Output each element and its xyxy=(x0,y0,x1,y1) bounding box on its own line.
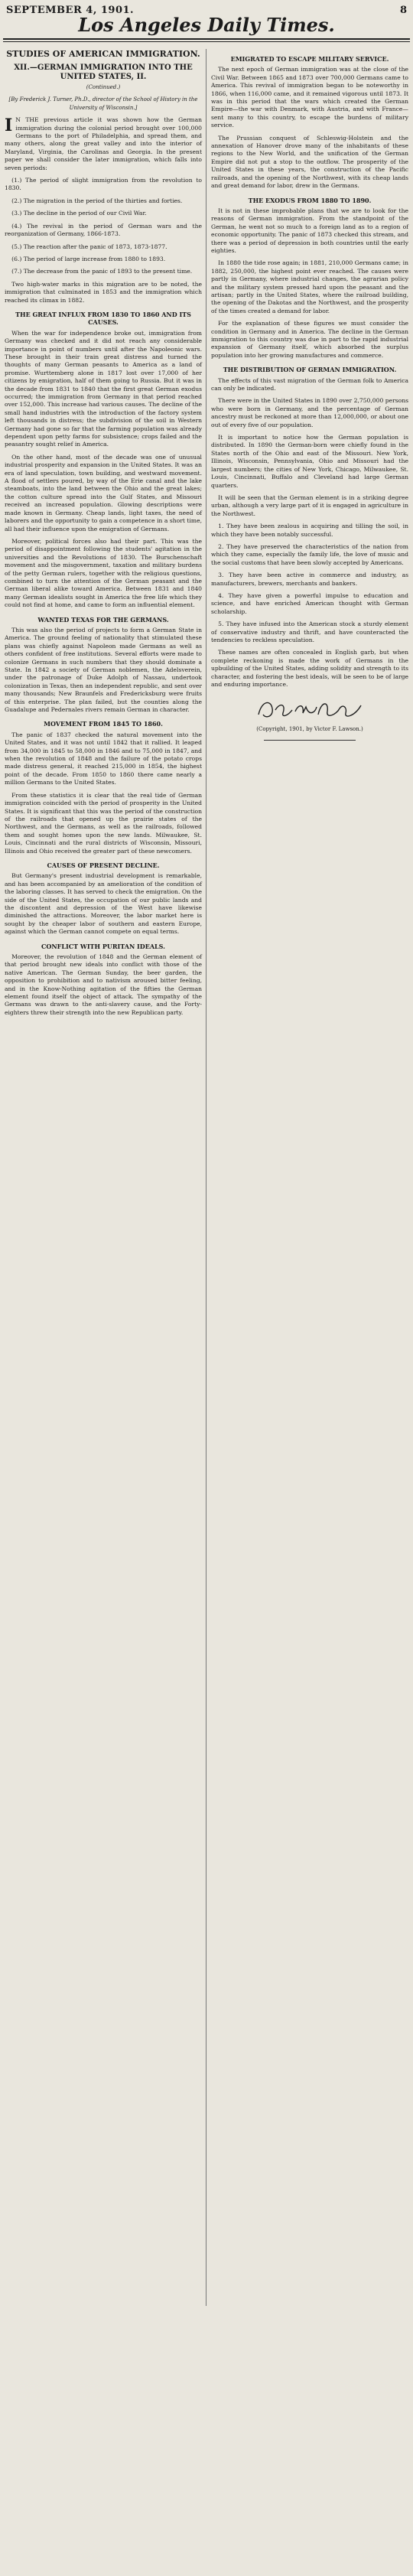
masthead-bar xyxy=(0,0,413,44)
article-paragraph: Moreover, the revolution of 1848 and the German element of that period brought new ideals into conflict with those of the native American. The German Sunday, the beer garden, the opposition to prohibition and to nativism aroused bitter feeling, and in the Know-Nothing agitation of the fifties the German element found itself the object of attack. The sympathy of the Germans was drawn to the anti-slavery cause, and the Forty-eighters threw their strength into the new Republican party. xyxy=(5,953,202,1016)
article-paragraph: (6.) The period of large increase from 1880 to 1893. xyxy=(11,255,166,262)
article-column-left xyxy=(5,49,202,1021)
article-paragraph: The effects of this vast migration of the German folk to America can only be indicated. xyxy=(211,376,408,392)
section-subhead: WANTED TEXAS FOR THE GERMANS. xyxy=(37,615,169,624)
article-paragraph: (2.) The migration in the period of the thirties and forties. xyxy=(11,197,183,204)
article-paragraph: It will be seen that the German element is in a striking degree urban, although a very large part of it is engaged in agriculture in the Northwest. xyxy=(211,493,408,517)
article-paragraph: (1.) The period of slight immigration from the revolution to 1830. xyxy=(5,177,202,192)
issue-date: SEPTEMBER 4, 1901. xyxy=(6,5,135,16)
section-subhead: THE EXODUS FROM 1880 TO 1890. xyxy=(248,196,372,204)
article-continued: (Continued.) xyxy=(86,84,121,90)
masthead-rule xyxy=(3,38,410,40)
article-paragraph: (4.) The revival in the period of German wars and the reorganization of Germany, 1866-1873. xyxy=(5,222,202,238)
copyright-line: (Copyright, 1901, by Victor F. Lawson.) xyxy=(256,726,363,733)
masthead-rule-thin xyxy=(3,41,410,42)
author-signature xyxy=(252,696,367,722)
article-paragraph: From these statistics it is clear that the real tide of German immigration coincided with the period of prosperity in the United States. It is significant that this was the period of the construction of the railroads that opened up the prairie states of the Northwest, and the Germans, as well as the railroads, followed them and sought homes upon the new lands. Milwaukee, St. Louis, Cincinnati and the rural districts of Wisconsin, Missouri, Illinois and Ohio received the greater part of these newcomers. xyxy=(5,791,202,855)
article-paragraph: (7.) The decrease from the panic of 1893 to the present time. xyxy=(11,268,193,275)
article-paragraph: I N THE previous article it was shown how the German immigration during the colonial period brought over 100,000 Germans to the port of Philadelphia, and spread them, and many others, along the great valley and into the interior of Maryland, Virginia, the Carolinas and Georgia. In the present paper we shall consider the later immigration, which falls into seven periods: xyxy=(5,116,202,171)
article-paragraph: 3. They have been active in commerce and industry, as manufacturers, brewers, merchants and bankers. xyxy=(211,572,408,587)
article-paragraph: 1. They have been zealous in acquiring and tilling the soil, in which they have been notably successful. xyxy=(211,523,408,538)
article-paragraph: This was also the period of projects to form a German State in America. The ground feeling of nationality that stimulated these plans was chiefly against Napoleon made Germans as well as others confident of free institutions. Several efforts were made to colonize Germans in such numbers that they should dominate a State. In 1842 a society of German noblemen, the Adelsverein, under the patronage of Duke Adolph of Nassau, undertook colonization in Texas, then an independent republic, and sent over many thousands; New Braunfels and Fredericksburg were fruits of this enterprise. The plan failed, but the counties along the Guadalupe and Pedernales rivers remain German in character. xyxy=(5,626,202,714)
article-kicker: STUDIES OF AMERICAN IMMIGRATION. xyxy=(6,49,200,59)
article-paragraph: 5. They have infused into the American stock a sturdy element of conservative industry and thrift, and have counteracted the tendencies to reckless speculation. xyxy=(211,620,408,643)
section-subhead: MOVEMENT FROM 1845 TO 1860. xyxy=(44,720,163,728)
drop-cap: I xyxy=(5,116,13,136)
article-byline: [By Frederick J. Turner, Ph.D., director of the School of History in the University of Wisconsin.] xyxy=(8,96,198,111)
article-paragraph: The panic of 1837 checked the natural movement into the United States, and it was not until 1842 that it rallied. It leaped from 34,000 in 1845 to 58,000 in 1846 and to 75,000 in 1847, and when the revolution of 1848 and the failure of the potato crops made distress general, it reached 215,000 in 1854, the highest point of the decade. From 1850 to 1860 there came nearly a million Germans to the United States. xyxy=(5,731,202,786)
article-paragraph: When the war for independence broke out, immigration from Germany was checked and it did not reach any considerable importance in point of numbers until after the Napoleonic wars. These brought in their train great distress and turned the thoughts of many German peasants to America as a land of promise. Wurttemberg alone in 1817 lost over 17,000 of her citizens by emigration, half of them going to Russia. But it was in the decade from 1831 to 1840 that the first great German exodus occurred; the immigration from Germany in that period reached over 152,000. This increase had various causes. The decline of the small hand industries with the introduction of the factory system left thousands in distress; the subdivision of the soil in Western Germany had gone so far that the farming population was already dependent upon petty farms for subsistence; crops failed and the peasantry sought relief in America. xyxy=(5,329,202,448)
article-paragraph: The Prussian conquest of Schleswig-Holstein and the annexation of Hanover drove many of the inhabitants of these regions to the New World, and the unification of the German Empire did not put a stop to the outflow. The prosperity of the United States in these years, the construction of the Pacific railroads, and the opening of the Northwest, with its cheap lands and great demand for labor, drew in the Germans. xyxy=(211,134,408,190)
article-paragraph: It is not in these improbable plans that we are to look for the reasons of German immigration. From the standpoint of the German, he went not so much to a foreign land as to a region of economic opportunity. The panic of 1873 checked this stream, and there was a period of depression in both countries until the early eighties. xyxy=(211,207,408,254)
section-subhead: THE GREAT INFLUX FROM 1830 TO 1860 AND ITS CAUSES. xyxy=(15,310,191,327)
article-column-right xyxy=(211,49,408,747)
signature-block xyxy=(211,696,408,733)
article-paragraph: 2. They have preserved the characteristics of the nation from which they came, especially the family life, the love of music and the social customs that have been slowly accepted by Americans. xyxy=(211,542,408,566)
article-paragraph: (5.) The reaction after the panic of 1873, 1873-1877. xyxy=(11,243,167,250)
right-column-head: EMIGRATED TO ESCAPE MILITARY SERVICE. xyxy=(230,55,389,63)
article-paragraph: The next epoch of German immigration was at the close of the Civil War. Between 1865 and 1873 over 700,000 Germans came to America. This revival of immigration began to be noteworthy in 1866, when 116,000 came, and it remained vigorous until 1873. It was in this period that the wars which created the German Empire—the war with Denmark, with Austria, and with France—sent many to this country, to escape the burdens of military service. xyxy=(211,66,408,129)
article-paragraph: Moreover, political forces also had their part. This was the period of disappointment following the students' agitation in the universities and the Revolutions of 1830. The Burschenschaft movement and the misgovernment, taxation and military burdens of the petty German rulers, together with the religious questions, combined to turn the attention of the German peasant and the German liberal alike toward America. Between 1831 and 1840 many German idealists sought in America the free life which they could not find at home, and came to form an influential element. xyxy=(5,537,202,609)
article-paragraph: But Germany's present industrial development is remarkable, and has been accompanied by an amelioration of the condition of the laboring classes. It has served to check the emigration. On the side of the United States, the occupation of our public lands and the discontent and depression of the West have likewise diminished the attractions. Moreover, the labor market here is sought by the cheaper labor of southern and eastern Europe, against which the German cannot compete on equal terms. xyxy=(5,872,202,936)
article-paragraph: It is important to notice how the German population is distributed. In 1890 the German-born were chiefly found in the States north of the Ohio and east of the Missouri. New York, Illinois, Wisconsin, Pennsylvania, Ohio and Missouri had the largest numbers; the cities of New York, Chicago, Milwaukee, St. Louis, Cincinnati, Buffalo and Cleveland had large German quarters. xyxy=(211,434,408,489)
article-paragraph: Two high-water marks in this migration are to be noted, the immigration that culminated in 1853 and the immigration which reached its climax in 1882. xyxy=(5,280,202,304)
article-paragraph: (3.) The decline in the period of our Civil War. xyxy=(11,210,147,217)
section-subhead: CONFLICT WITH PURITAN IDEALS. xyxy=(41,942,165,950)
article-paragraph: For the explanation of these figures we must consider the condition in Germany and in America. The decline in the German immigration to this country was due in part to the rapid industrial expansion of Germany itself, which absorbed the surplus population into her growing manufactures and commerce. xyxy=(211,320,408,359)
right-body xyxy=(211,66,408,689)
newspaper-title: Los Angeles Daily Times. xyxy=(78,14,335,36)
end-rule xyxy=(264,740,356,741)
page-number: 8 xyxy=(399,5,407,16)
article-paragraph: These names are often concealed in English garb, but when complete reckoning is made the work of Germans in the upbuilding of the United States, adding solidity and strength to its character, and fostering the best ideals, will be seen to be of large and enduring importance. xyxy=(211,649,408,689)
section-subhead: CAUSES OF PRESENT DECLINE. xyxy=(47,861,160,869)
article-paragraph: 4. They have given a powerful impulse to education and science, and have enriched American thought with German scholarship. xyxy=(211,591,408,615)
article-paragraph: There were in the United States in 1890 over 2,750,000 persons who were born in Germany, and the percentage of German ancestry must be reckoned at more than 12,000,000, or about one out of every five of our population. xyxy=(211,397,408,428)
article-title: XII.—GERMAN IMMIGRATION INTO THE UNITED STATES, II. xyxy=(14,64,193,81)
article-paragraph: In 1880 the tide rose again; in 1881, 210,000 Germans came; in 1882, 250,000, the highest point ever reached. The causes were partly in Germany, where industrial changes, the agrarian policy and the military system pressed hard upon the peasant and the artisan; partly in the United States, where the railroad building, the opening of the Dakotas and the Northwest, and the prosperity of the times created a demand for labor. xyxy=(211,259,408,314)
section-subhead: THE DISTRIBUTION OF GERMAN IMMIGRATION. xyxy=(223,366,397,374)
article-paragraph: On the other hand, most of the decade was one of unusual industrial prosperity and expansion in the United States. It was an era of land speculation, town building, and westward movement. A flood of settlers poured, by way of the Erie canal and the lake steamboats, into the land between the Ohio and the great lakes; the cotton culture spread into the Gulf States, and Missouri received an increased population. Glowing descriptions were made known in Germany. Cheap lands, light taxes, the need of laborers and the opportunity to gain a competence in a short time, all had their influence upon the emigration of Germans. xyxy=(5,453,202,532)
left-body xyxy=(5,116,202,1017)
